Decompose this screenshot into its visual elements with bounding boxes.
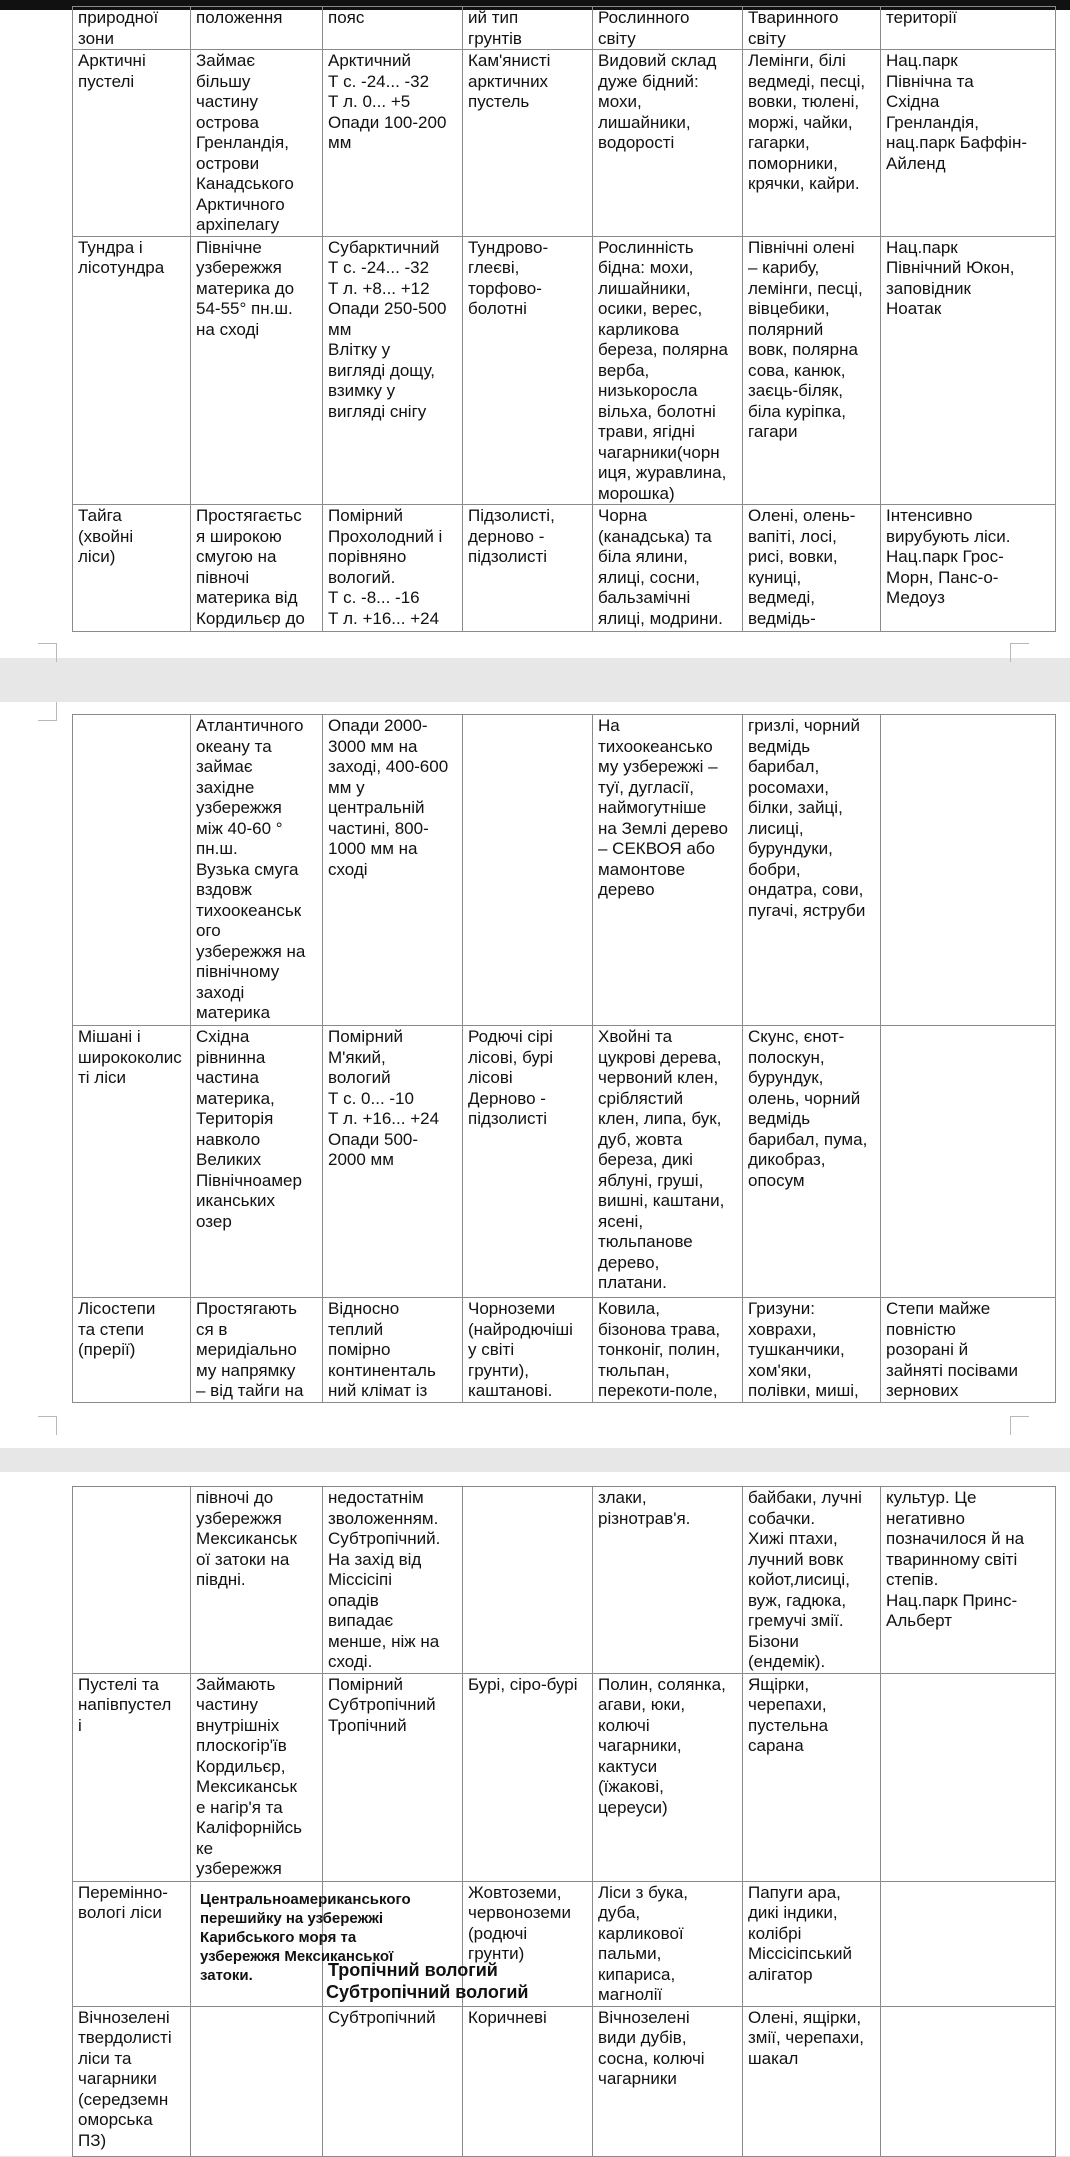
table-cell: Ковила, бізонова трава, тонконіг, полин, тюльпан, перекоти-поле, [593, 1298, 743, 1403]
table-cell: Східна рівнинна частина материка, Територія навколо Великих Північноамер иканських озер [191, 1026, 323, 1298]
table-cell [463, 715, 593, 1026]
table-cell: Простягають ся в меридіально му напрямку – від тайги на [191, 1298, 323, 1403]
table-cell: Вічнозелені твердолисті ліси та чагарники (середземн оморська ПЗ) [73, 2006, 191, 2156]
page-corner-mark [1010, 643, 1029, 662]
table-row [73, 236, 1056, 505]
header-cell: пояс [323, 7, 463, 50]
table-cell: півночі до узбережжя Мексиканськ ої затоки на півдні. [191, 1487, 323, 1674]
overlay-climate-tropical: Тропічний вологий [328, 1960, 498, 1980]
table-header-row [73, 7, 1056, 50]
table-cell: Помірний Субтропічний Тропічний [323, 1673, 463, 1881]
table-cell: Нац.парк Північна та Східна Гренландія, нац.парк Баффін- Айленд [881, 50, 1056, 237]
table-cell: Рослинність бідна: мохи, лишайники, осики, верес, карликова береза, полярна верба, низькоросла вільха, болотні трави, ягідні чагарники(чорн иця, журавлина, морошка) [593, 236, 743, 505]
table-cell: Субарктичний Т с. -24... -32 Т л. +8... +12 Опади 250-500 мм Влітку у вигляді дощу, взимку у вигляді снігу [323, 236, 463, 505]
table-page-2 [72, 714, 1056, 1403]
table-cell: Займає більшу частину острова Гренландія, острови Канадського Арктичного архіпелагу [191, 50, 323, 237]
header-cell: положення [191, 7, 323, 50]
table-cell [881, 715, 1056, 1026]
table-cell: Тундрово- глеєві, торфово- болотні [463, 236, 593, 505]
table-cell [191, 2006, 323, 2156]
table-cell [881, 1026, 1056, 1298]
table-cell: Опади 2000- 3000 мм на заході, 400-600 мм у центральній частині, 800- 1000 мм на сході [323, 715, 463, 1026]
table-cell [881, 2006, 1056, 2156]
table-cell: Нац.парк Північний Юкон, заповідник Ноатак [881, 236, 1056, 505]
table-cell: Атлантичного океану та займає західне узбережжя між 40-60 ° пн.ш. Вузька смуга вздовж тихоокеанськ ого узбережжя на північному заході материка [191, 715, 323, 1026]
table-row [73, 50, 1056, 237]
table-row [73, 505, 1056, 632]
table-cell: Арктичні пустелі [73, 50, 191, 237]
table-row [73, 1026, 1056, 1298]
table-cell: Скунс, єнот- полоскун, бурундук, олень, чорний ведмідь барибал, пума, дикобраз, опосум [743, 1026, 881, 1298]
table-cell: Ліси з бука, дуба, карликової пальми, кипариса, магнолії [593, 1881, 743, 2006]
table-cell: Субтропічний [323, 2006, 463, 2156]
table-row [73, 2006, 1056, 2156]
table-page-1 [72, 6, 1056, 632]
header-cell: Тваринного світу [743, 7, 881, 50]
table-row [73, 715, 1056, 1026]
page-corner-mark [38, 643, 57, 662]
table-cell: Лемінги, білі ведмеді, песці, вовки, тюлені, моржі, чайки, гагарки, поморники, крячки, кайри. [743, 50, 881, 237]
table-cell: Лісостепи та степи (прерії) [73, 1298, 191, 1403]
overlay-climate-subtropical: Субтропічний вологий [326, 1982, 529, 2002]
table-cell: Арктичний Т с. -24... -32 Т л. 0... +5 Опади 100-200 мм [323, 50, 463, 237]
table-cell: Хвойні та цукрові дерева, червоний клен, сріблястий клен, липа, бук, дуб, жовта береза, дикі яблуні, груші, вишні, каштани, ясені, тюльпанове дерево, платани. [593, 1026, 743, 1298]
table-cell: злаки, різнотрав'я. [593, 1487, 743, 1674]
table-cell: Чорноземи (найродючіші у світі грунти), каштанові. [463, 1298, 593, 1403]
page-corner-mark [38, 1416, 57, 1435]
table-cell: Північне узбережжя материка до 54-55° пн.ш. на сході [191, 236, 323, 505]
table-cell [463, 1487, 593, 1674]
table-cell: Ящірки, черепахи, пустельна сарана [743, 1673, 881, 1881]
table-cell: Тайга (хвойні ліси) [73, 505, 191, 632]
table-cell: Пустелі та напівпустел і [73, 1673, 191, 1881]
table-cell: Жовтоземи, червоноземи (родючі грунти) [463, 1881, 593, 2006]
table-cell [881, 1881, 1056, 2006]
table-cell: байбаки, лучні собачки. Хижі птахи, лучний вовк койот,лисиці, вуж, гадюка, гремучі змії. Бізони (ендемік). [743, 1487, 881, 1674]
page-corner-mark [38, 702, 57, 721]
page-corner-mark [1010, 1416, 1029, 1435]
header-cell: Рослинного світу [593, 7, 743, 50]
table-cell: Видовий склад дуже бідний: мохи, лишайники, водорості [593, 50, 743, 237]
table-cell: Відносно теплий помірно континенталь ний клімат із [323, 1298, 463, 1403]
table-cell: культур. Це негативно позначилося й на тваринному світі степів. Нац.парк Принс- Альберт [881, 1487, 1056, 1674]
table-cell: Олені, ящірки, змії, черепахи, шакал [743, 2006, 881, 2156]
table-cell: Кам'янисті арктичних пустель [463, 50, 593, 237]
header-cell: території [881, 7, 1056, 50]
table-cell: Родючі сірі лісові, бурі лісові Дерново - підзолисті [463, 1026, 593, 1298]
table-cell: Помірний М'який, вологий Т с. 0... -10 Т л. +16... +24 Опади 500- 2000 мм [323, 1026, 463, 1298]
table-cell [881, 1673, 1056, 1881]
table-cell: Мішані і ширококолис ті ліси [73, 1026, 191, 1298]
table-cell: Степи майже повністю розорані й зайняті посівами зернових [881, 1298, 1056, 1403]
page-3 [0, 1472, 1070, 2156]
table-cell: Інтенсивно вирубують ліси. Нац.парк Грос- Морн, Панс-о- Медоуз [881, 505, 1056, 632]
overlay-location-text: Центральноамериканського перешийку на узбережжі Карибського моря та узбережжя Мексиканської затоки. [200, 1891, 411, 1984]
table-cell [73, 715, 191, 1026]
table-row [73, 1673, 1056, 1881]
table-cell: Гризуни: ховрахи, тушканчики, хом'яки, полівки, миші, [743, 1298, 881, 1403]
table-cell: Перемінно- вологі ліси [73, 1881, 191, 2006]
header-cell: ий тип грунтів [463, 7, 593, 50]
table-cell: гризлі, чорний ведмідь барибал, росомахи, білки, зайці, лисиці, бурундуки, бобри, ондатра, сови, пугачі, яструби [743, 715, 881, 1026]
table-cell: Тундра і лісотундра [73, 236, 191, 505]
table-page-3 [72, 1486, 1056, 2157]
table-cell: Вічнозелені види дубів, сосна, колючі чагарники [593, 2006, 743, 2156]
table-row [73, 1298, 1056, 1403]
table-cell: недостатнім зволоженням. Субтропічний. На захід від Міссісіпі опадів випадає менше, ніж на сході. [323, 1487, 463, 1674]
table-cell: Чорна (канадська) та біла ялини, ялиці, сосни, бальзамічні ялиці, модрини. [593, 505, 743, 632]
page-1 [0, 0, 1070, 658]
table-cell: Олені, олень- вапіті, лосі, рисі, вовки, куниці, ведмеді, ведмідь- [743, 505, 881, 632]
table-cell: На тихоокеанськo му узбережжі – туї, дугласії, наймогутніше на Землі дерево – СЕКВОЯ або мамонтове дерево [593, 715, 743, 1026]
header-cell: природної зони [73, 7, 191, 50]
page-2 [0, 702, 1070, 1448]
table-cell: Коричневі [463, 2006, 593, 2156]
table-cell: Помірний Прохолодний і порівняно вологий. Т с. -8... -16 Т л. +16... +24 [323, 505, 463, 632]
table-cell: Полин, солянка, агави, юки, колючі чагарники, кактуси (їжакові, цереуси) [593, 1673, 743, 1881]
table-cell: Займають частину внутрішніх плоскогір'їв Кордильєр, Мексиканськ е нагір'я та Каліфорнійсь ке узбережжя [191, 1673, 323, 1881]
table-cell: Бурі, сіро-бурі [463, 1673, 593, 1881]
table-cell: Папуги ара, дикі індики, колібрі Міссісіпський алігатор [743, 1881, 881, 2006]
table-cell [73, 1487, 191, 1674]
table-cell: Північні олені – карибу, лемінги, песці, вівцебики, полярний вовк, полярна сова, канюк, заєць-біляк, біла курiпка, гагари [743, 236, 881, 505]
table-cell: Підзолисті, дерново - підзолисті [463, 505, 593, 632]
table-row [73, 1487, 1056, 1674]
table-cell: Простягаєтьс я широкою смугою на півночі материка від Кордильєр до [191, 505, 323, 632]
